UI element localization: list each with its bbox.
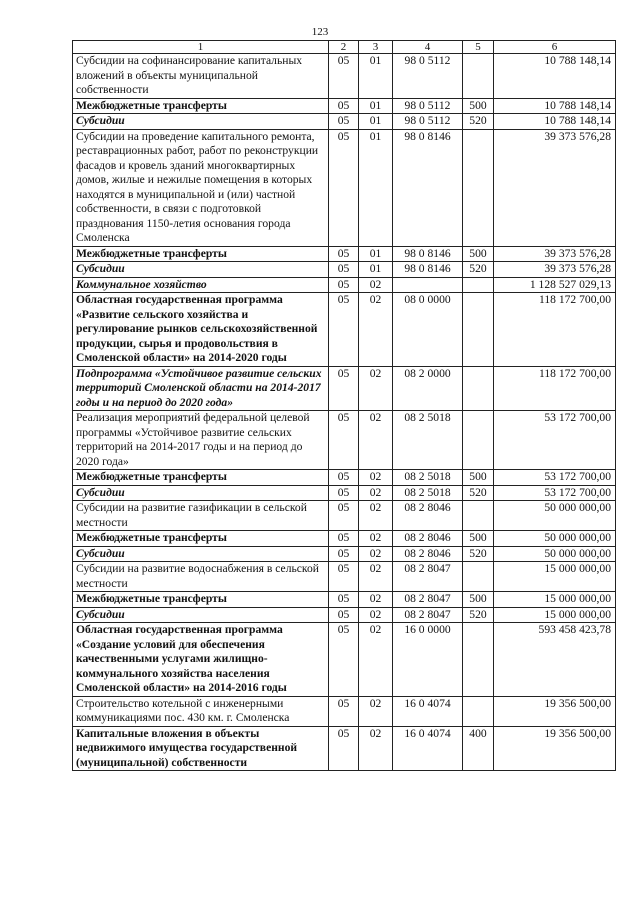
- amount-cell: 15 000 000,00: [494, 592, 616, 608]
- section-code-cell: 05: [329, 54, 359, 99]
- section-code-cell: 05: [329, 592, 359, 608]
- section-code-cell: 05: [329, 562, 359, 592]
- section-code-cell: 05: [329, 696, 359, 726]
- target-article-cell: 98 0 5112: [393, 114, 463, 130]
- amount-cell: 593 458 423,78: [494, 623, 616, 697]
- table-row: [73, 277, 616, 293]
- row-name-cell: Межбюджетные трансферты: [73, 470, 329, 486]
- amount-cell: 15 000 000,00: [494, 562, 616, 592]
- table-row: [73, 607, 616, 623]
- row-name-cell: Межбюджетные трансферты: [73, 592, 329, 608]
- row-name-cell: Субсидии: [73, 485, 329, 501]
- amount-cell: 19 356 500,00: [494, 726, 616, 771]
- table-row: [73, 726, 616, 771]
- row-name-cell: Субсидии на развитие газификации в сельской местности: [73, 501, 329, 531]
- row-name-cell: Строительство котельной с инженерными коммуникациями пос. 430 км. г. Смоленска: [73, 696, 329, 726]
- section-code-cell: 05: [329, 293, 359, 367]
- expense-type-cell: [463, 696, 494, 726]
- section-code-cell: 05: [329, 277, 359, 293]
- target-article-cell: 08 2 0000: [393, 366, 463, 411]
- section-code-cell: 05: [329, 531, 359, 547]
- target-article-cell: 98 0 5112: [393, 54, 463, 99]
- table-row: [73, 531, 616, 547]
- table-row: [73, 411, 616, 470]
- amount-cell: 53 172 700,00: [494, 485, 616, 501]
- subsection-code-cell: 02: [359, 277, 393, 293]
- expense-type-cell: 500: [463, 98, 494, 114]
- subsection-code-cell: 02: [359, 366, 393, 411]
- section-code-cell: 05: [329, 546, 359, 562]
- row-name-cell: Областная государственная программа «Создание условий для обеспечения качественными услугами жилищно-коммунального хозяйства населения Смоленской области» на 2014-2016 годы: [73, 623, 329, 697]
- subsection-code-cell: 01: [359, 129, 393, 246]
- expense-type-cell: [463, 623, 494, 697]
- subsection-code-cell: 02: [359, 607, 393, 623]
- section-code-cell: 05: [329, 501, 359, 531]
- target-article-cell: 08 2 5018: [393, 485, 463, 501]
- expense-type-cell: 500: [463, 246, 494, 262]
- target-article-cell: 08 2 5018: [393, 470, 463, 486]
- row-name-cell: Коммунальное хозяйство: [73, 277, 329, 293]
- column-header: 3: [359, 41, 393, 54]
- amount-cell: 19 356 500,00: [494, 696, 616, 726]
- amount-cell: 50 000 000,00: [494, 531, 616, 547]
- section-code-cell: 05: [329, 607, 359, 623]
- section-code-cell: 05: [329, 262, 359, 278]
- subsection-code-cell: 01: [359, 98, 393, 114]
- table-header-row: [73, 41, 616, 54]
- column-header: 1: [73, 41, 329, 54]
- subsection-code-cell: 02: [359, 696, 393, 726]
- target-article-cell: 08 2 8047: [393, 607, 463, 623]
- row-name-cell: Субсидии на развитие водоснабжения в сельской местности: [73, 562, 329, 592]
- target-article-cell: 08 2 8046: [393, 501, 463, 531]
- amount-cell: 53 172 700,00: [494, 470, 616, 486]
- table-row: [73, 114, 616, 130]
- amount-cell: 53 172 700,00: [494, 411, 616, 470]
- expense-type-cell: 400: [463, 726, 494, 771]
- expense-type-cell: 500: [463, 531, 494, 547]
- subsection-code-cell: 02: [359, 592, 393, 608]
- section-code-cell: 05: [329, 726, 359, 771]
- target-article-cell: 08 2 8047: [393, 562, 463, 592]
- subsection-code-cell: 01: [359, 54, 393, 99]
- section-code-cell: 05: [329, 623, 359, 697]
- row-name-cell: Субсидии: [73, 114, 329, 130]
- subsection-code-cell: 02: [359, 726, 393, 771]
- subsection-code-cell: 01: [359, 262, 393, 278]
- target-article-cell: 08 2 5018: [393, 411, 463, 470]
- section-code-cell: 05: [329, 114, 359, 130]
- target-article-cell: 98 0 8146: [393, 129, 463, 246]
- amount-cell: 118 172 700,00: [494, 366, 616, 411]
- amount-cell: 118 172 700,00: [494, 293, 616, 367]
- target-article-cell: 08 2 8046: [393, 546, 463, 562]
- subsection-code-cell: 02: [359, 470, 393, 486]
- column-header: 2: [329, 41, 359, 54]
- target-article-cell: 16 0 4074: [393, 696, 463, 726]
- column-header: 5: [463, 41, 494, 54]
- target-article-cell: 08 0 0000: [393, 293, 463, 367]
- target-article-cell: [393, 277, 463, 293]
- table-row: [73, 623, 616, 697]
- row-name-cell: Субсидии на проведение капитального ремонта, реставрационных работ, работ по реконструкции фасадов и кровель зданий многоквартирных домов, жилые и нежилые помещения в которых находятся в муниципальной и (или) частной собственности, в связи с подготовкой празднования 1150-летия основания города Смоленска: [73, 129, 329, 246]
- table-row: [73, 366, 616, 411]
- row-name-cell: Реализация мероприятий федеральной целевой программы «Устойчивое развитие сельских территорий на 2014-2017 годы и на период до 2020 года»: [73, 411, 329, 470]
- row-name-cell: Межбюджетные трансферты: [73, 98, 329, 114]
- expense-type-cell: 520: [463, 607, 494, 623]
- section-code-cell: 05: [329, 366, 359, 411]
- table-row: [73, 501, 616, 531]
- table-row: [73, 129, 616, 246]
- expense-type-cell: [463, 411, 494, 470]
- column-header: 4: [393, 41, 463, 54]
- section-code-cell: 05: [329, 98, 359, 114]
- budget-table: [72, 40, 616, 771]
- target-article-cell: 98 0 8146: [393, 246, 463, 262]
- page-number: 123: [311, 26, 329, 38]
- expense-type-cell: [463, 293, 494, 367]
- target-article-cell: 08 2 8046: [393, 531, 463, 547]
- amount-cell: 39 373 576,28: [494, 262, 616, 278]
- subsection-code-cell: 02: [359, 531, 393, 547]
- target-article-cell: 98 0 5112: [393, 98, 463, 114]
- expense-type-cell: 520: [463, 485, 494, 501]
- table-row: [73, 54, 616, 99]
- subsection-code-cell: 02: [359, 411, 393, 470]
- table-row: [73, 246, 616, 262]
- amount-cell: 15 000 000,00: [494, 607, 616, 623]
- amount-cell: 1 128 527 029,13: [494, 277, 616, 293]
- section-code-cell: 05: [329, 485, 359, 501]
- target-article-cell: 16 0 4074: [393, 726, 463, 771]
- target-article-cell: 16 0 0000: [393, 623, 463, 697]
- amount-cell: 50 000 000,00: [494, 501, 616, 531]
- table-row: [73, 98, 616, 114]
- expense-type-cell: [463, 54, 494, 99]
- table-row: [73, 562, 616, 592]
- expense-type-cell: 520: [463, 546, 494, 562]
- table-row: [73, 293, 616, 367]
- subsection-code-cell: 02: [359, 623, 393, 697]
- expense-type-cell: 520: [463, 262, 494, 278]
- amount-cell: 39 373 576,28: [494, 129, 616, 246]
- row-name-cell: Субсидии: [73, 607, 329, 623]
- expense-type-cell: 500: [463, 470, 494, 486]
- subsection-code-cell: 01: [359, 114, 393, 130]
- row-name-cell: Субсидии: [73, 546, 329, 562]
- amount-cell: 10 788 148,14: [494, 98, 616, 114]
- row-name-cell: Субсидии на софинансирование капитальных вложений в объекты муниципальной собственности: [73, 54, 329, 99]
- subsection-code-cell: 02: [359, 546, 393, 562]
- row-name-cell: Капитальные вложения в объекты недвижимого имущества государственной (муниципальной) собственности: [73, 726, 329, 771]
- section-code-cell: 05: [329, 246, 359, 262]
- amount-cell: 10 788 148,14: [494, 54, 616, 99]
- table-row: [73, 262, 616, 278]
- row-name-cell: Подпрограмма «Устойчивое развитие сельских территорий Смоленской области на 2014-2017 годы и на период до 2020 года»: [73, 366, 329, 411]
- table-row: [73, 485, 616, 501]
- column-header: 6: [494, 41, 616, 54]
- subsection-code-cell: 02: [359, 562, 393, 592]
- amount-cell: 50 000 000,00: [494, 546, 616, 562]
- table-row: [73, 470, 616, 486]
- expense-type-cell: [463, 129, 494, 246]
- expense-type-cell: 520: [463, 114, 494, 130]
- row-name-cell: Межбюджетные трансферты: [73, 531, 329, 547]
- table-row: [73, 546, 616, 562]
- amount-cell: 10 788 148,14: [494, 114, 616, 130]
- row-name-cell: Межбюджетные трансферты: [73, 246, 329, 262]
- expense-type-cell: [463, 562, 494, 592]
- subsection-code-cell: 02: [359, 501, 393, 531]
- target-article-cell: 08 2 8047: [393, 592, 463, 608]
- subsection-code-cell: 02: [359, 485, 393, 501]
- section-code-cell: 05: [329, 470, 359, 486]
- subsection-code-cell: 02: [359, 293, 393, 367]
- row-name-cell: Областная государственная программа «Развитие сельского хозяйства и регулирование рынков сельскохозяйственной продукции, сырья и продовольствия в Смоленской области» на 2014-2020 годы: [73, 293, 329, 367]
- row-name-cell: Субсидии: [73, 262, 329, 278]
- expense-type-cell: 500: [463, 592, 494, 608]
- target-article-cell: 98 0 8146: [393, 262, 463, 278]
- expense-type-cell: [463, 277, 494, 293]
- table-row: [73, 592, 616, 608]
- expense-type-cell: [463, 501, 494, 531]
- subsection-code-cell: 01: [359, 246, 393, 262]
- table-row: [73, 696, 616, 726]
- amount-cell: 39 373 576,28: [494, 246, 616, 262]
- section-code-cell: 05: [329, 411, 359, 470]
- section-code-cell: 05: [329, 129, 359, 246]
- expense-type-cell: [463, 366, 494, 411]
